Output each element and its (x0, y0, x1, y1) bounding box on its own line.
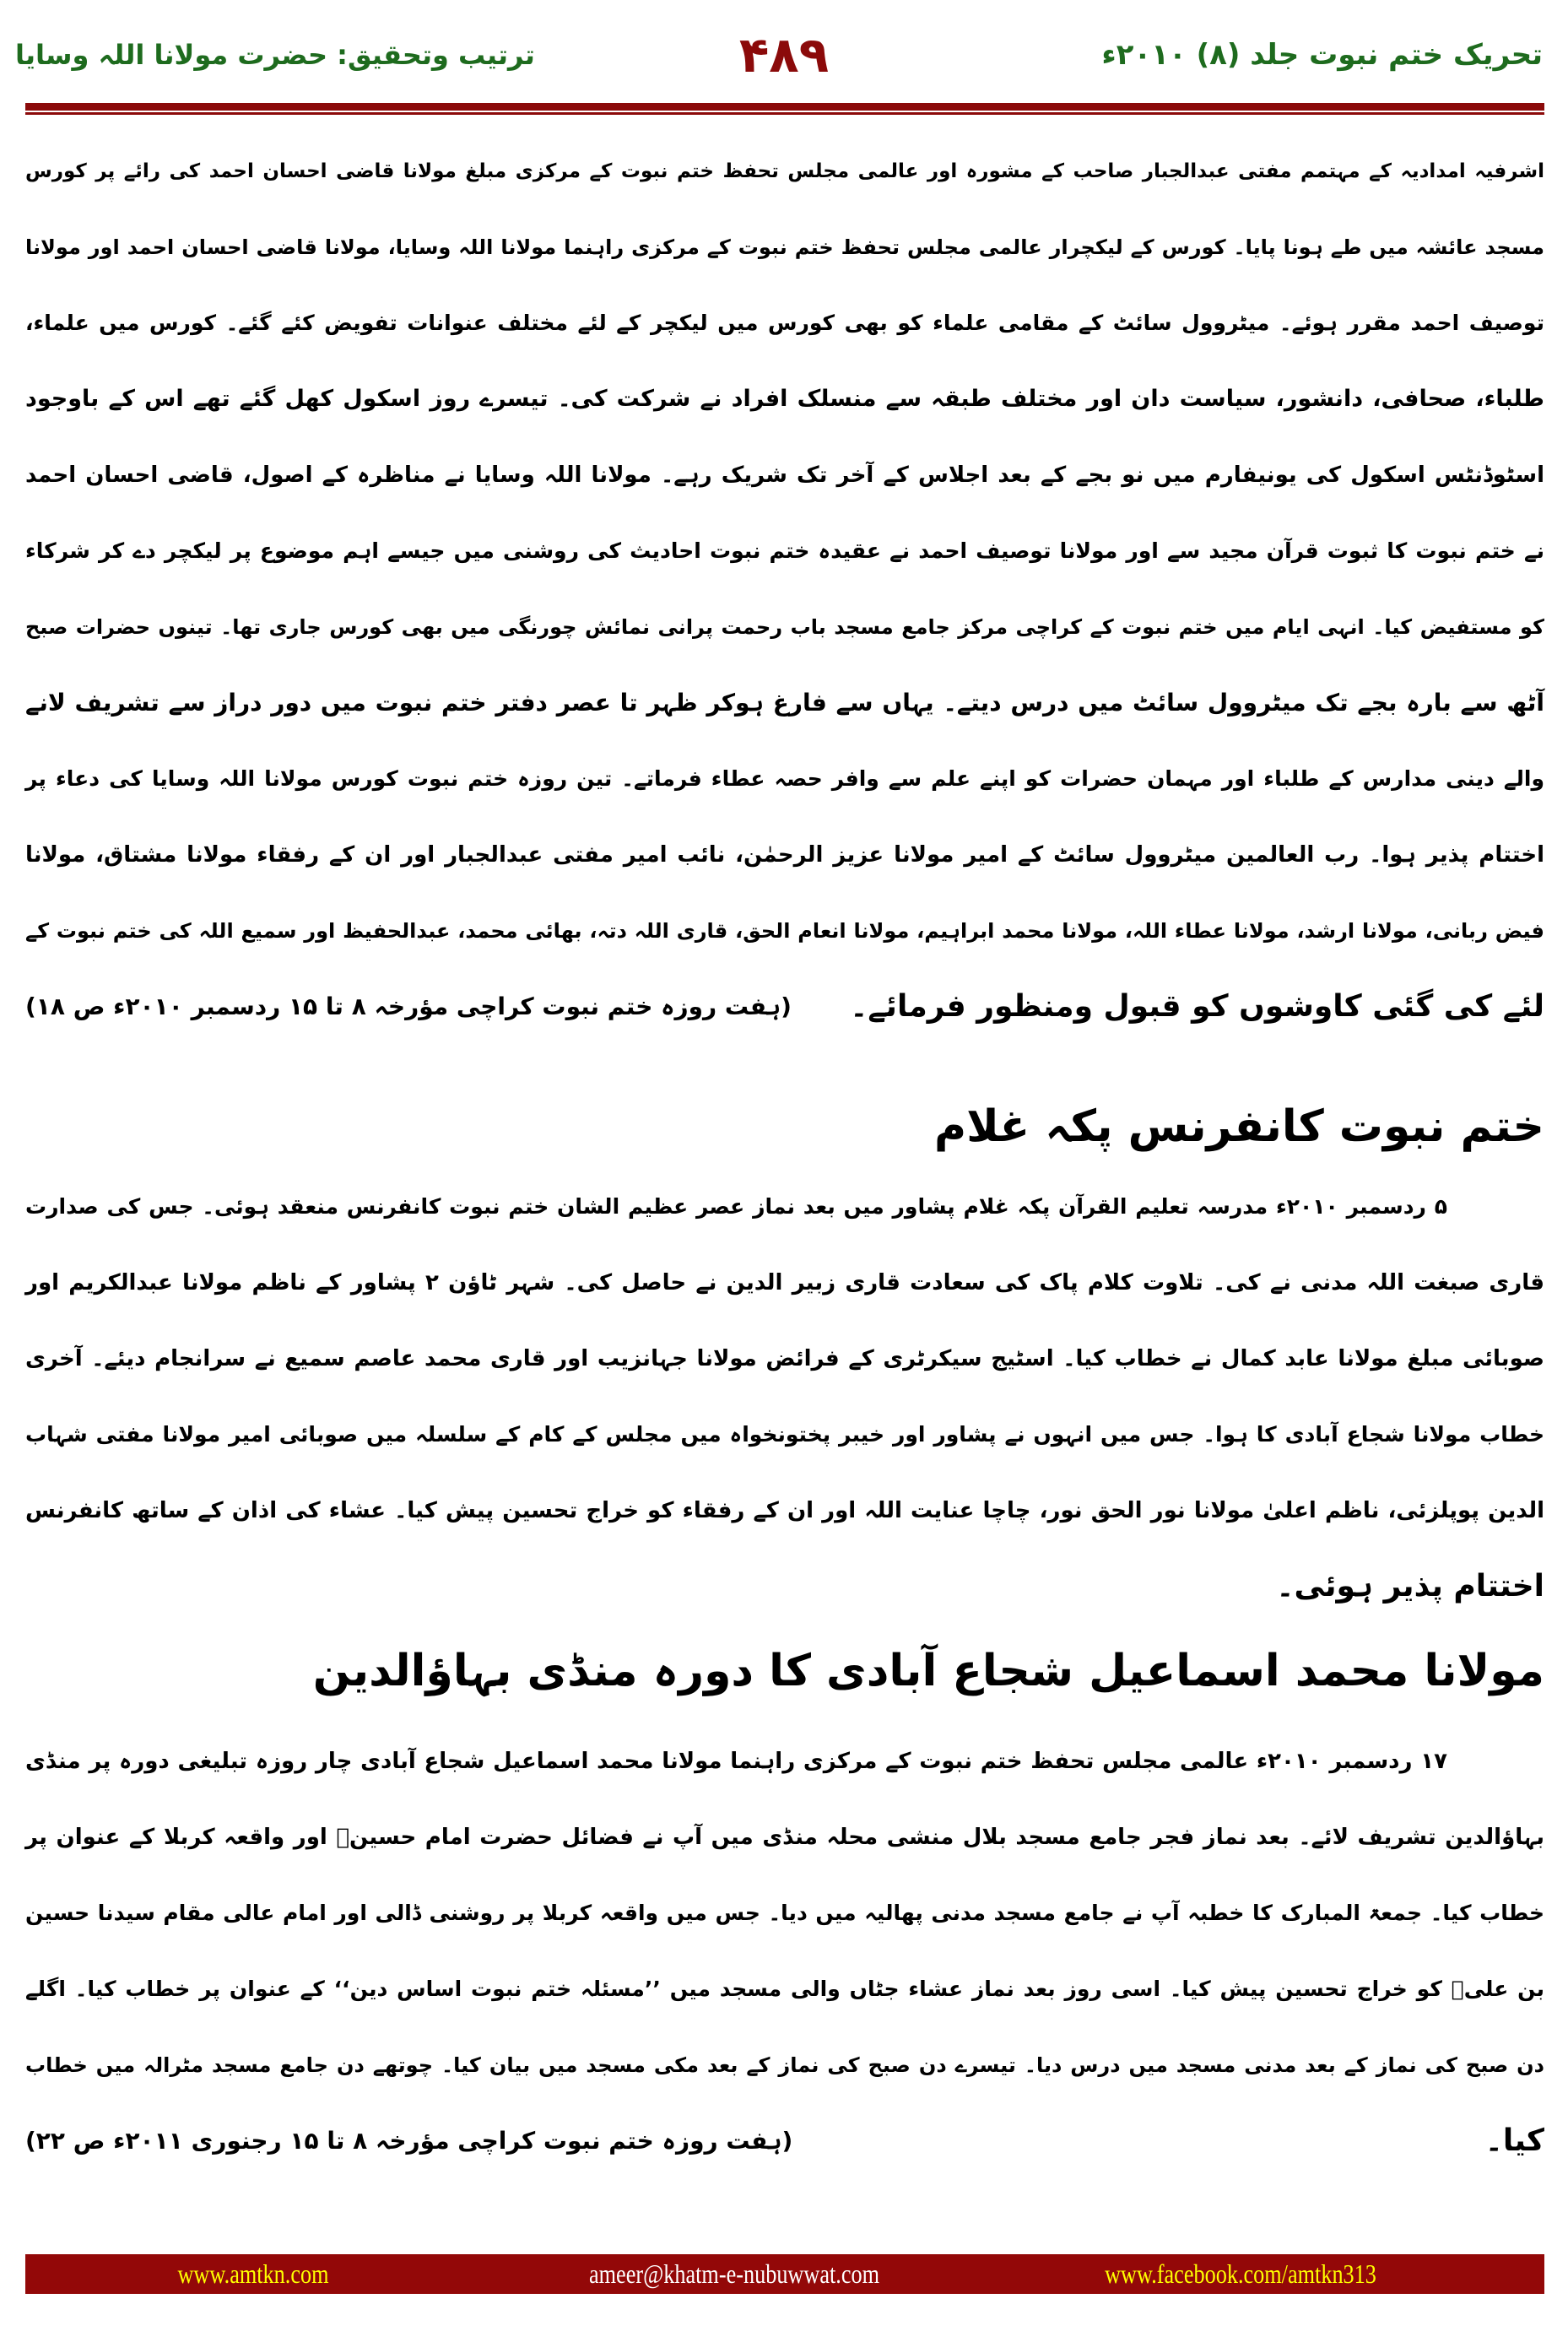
section-heading: ختم نبوت کانفرنس پکہ غلام (934, 1101, 1544, 1152)
text-line: صوبائی مبلغ مولانا عابد کمال نے خطاب کیا۔ اسٹیج سیکرٹری کے فرائض مولانا جہانزیب اور قاری محمد عاصم سمیع نے سرانجام دیئے۔ آخری (25, 1346, 1544, 1371)
text-line: اختتام پذیر ہوا۔ رب العالمین میٹروول سائٹ کے امیر مولانا عزیز الرحمٰن، نائب امیر مفتی عبدالجبار اور ان کے رفقاء مولانا مشتاق، مولانا (25, 842, 1544, 868)
text-line: اختتام پذیر ہوئی۔ (1276, 1569, 1544, 1604)
header-rule (25, 103, 1544, 111)
text-line: ۵ ردسمبر ۲۰۱۰ء مدرسہ تعلیم القرآن پکہ غلام پشاور میں بعد نماز عصر عظیم الشان ختم نبوت کانفرنس منعقد ہوئی۔ جس کی صدارت (25, 1194, 1447, 1219)
facebook-link[interactable]: www.facebook.com/amtkn313 (1105, 2258, 1376, 2289)
text-line: توصیف احمد مقرر ہوئے۔ میٹروول سائٹ کے مقامی علماء کو بھی کورس میں لیکچر کے لئے مختلف عنوانات تفویض کئے گئے۔ کورس میں علماء، (25, 311, 1544, 335)
text-line: بہاؤالدین تشریف لائے۔ بعد نماز فجر جامع مسجد بلال منشی محلہ منڈی میں آپ نے فضائل حضرت امام حسینؓ اور واقعہ کربلا کے عنوان پر (25, 1825, 1544, 1850)
closing-line (25, 2103, 1544, 2179)
header-rule-thin (25, 112, 1544, 115)
text-line: فیض ربانی، مولانا ارشد، مولانا عطاء اللہ، مولانا محمد ابراہیم، مولانا انعام الحق، قاری اللہ دتہ، بھائی محمد، عبدالحفیظ اور سمیع اللہ کی ختم نبوت کے (25, 919, 1544, 943)
section-heading: مولانا محمد اسماعیل شجاع آبادی کا دورہ منڈی بہاؤالدین (312, 1646, 1544, 1696)
text-line: دن صبح کی نماز کے بعد مدنی مسجد میں درس دیا۔ تیسرے دن صبح کی نماز کے بعد مکی مسجد میں بیان کیا۔ چوتھے دن جامع مسجد مٹرالہ میں خطاب (25, 2053, 1544, 2077)
text-line: الدین پوپلزئی، ناظم اعلیٰ مولانا نور الحق نور، چاچا عنایت اللہ اور ان کے رفقاء کو خراج تحسین پیش کیا۔ عشاء کی اذان کے ساتھ کانفرنس (25, 1498, 1544, 1523)
footer-bar (25, 2254, 1544, 2294)
compiler-credit: ترتیب وتحقیق: حضرت مولانا اللہ وسایا (15, 39, 535, 71)
citation: (ہفت روزہ ختم نبوت کراچی مؤرخہ ۸ تا ۱۵ ردسمبر ۲۰۱۰ء ص ۱۸) (25, 993, 792, 1020)
citation: (ہفت روزہ ختم نبوت کراچی مؤرخہ ۸ تا ۱۵ رجنوری ۲۰۱۱ء ص ۲۲) (25, 2127, 793, 2155)
text-line: اسٹوڈنٹس اسکول کی یونیفارم میں نو بجے کے بعد اجلاس کے آخر تک شریک رہے۔ مولانا اللہ وسایا نے مناظرہ کے اصول، قاضی احسان احمد (25, 462, 1544, 488)
paragraph-metroville-course (25, 133, 1544, 1045)
text-line: کیا۔ (1484, 2123, 1544, 2158)
text-line: قاری صبغت اللہ مدنی نے کی۔ تلاوت کلام پاک کی سعادت قاری زبیر الدین نے حاصل کی۔ شہر ٹاؤن ۲ پشاور کے ناظم مولانا عبدالکریم اور (25, 1270, 1544, 1295)
section-conference-pakka-ghulam (25, 1089, 1544, 1625)
text-line: آٹھ سے بارہ بجے تک میٹروول سائٹ میں درس دیتے۔ یہاں سے فارغ ہوکر ظہر تا عصر دفتر ختم نبوت میں دور دراز سے تشریف لانے (25, 689, 1544, 717)
text-line: ۱۷ ردسمبر ۲۰۱۰ء عالمی مجلس تحفظ ختم نبوت کے مرکزی راہنما مولانا محمد اسماعیل شجاع آبادی چار روزہ تبلیغی دورہ پر منڈی (25, 1749, 1447, 1774)
section-mandi-bahauddin-tour (25, 1633, 1544, 2179)
text-line: خطاب مولانا شجاع آبادی کا ہوا۔ جس میں انہوں نے پشاور اور خیبر پختونخواہ میں مجلس کے کام کے سلسلہ میں صوبائی امیر مولانا مفتی شہاب (25, 1422, 1544, 1447)
page-number: ۴۸۹ (738, 26, 830, 84)
text-line: نے ختم نبوت کا ثبوت قرآن مجید سے اور مولانا توصیف احمد نے عقیدہ ختم نبوت احادیث کی روشنی میں جیسے اہم موضوع پر لیکچر دے کر شرکاء (25, 538, 1544, 563)
text-line: اشرفیہ امدادیہ کے مہتمم مفتی عبدالجبار صاحب کے مشورہ اور عالمی مجلس تحفظ ختم نبوت کے مرکزی مبلغ مولانا قاضی احسان احمد کی رائے پر کورس (25, 160, 1544, 182)
text-line: خطاب کیا۔ جمعۃ المبارک کا خطبہ آپ نے جامع مسجد مدنی پھالیہ میں دیا۔ جس میں واقعہ کربلا پر روشنی ڈالی اور امام عالی مقام سیدنا حسین (25, 1901, 1544, 1925)
closing-line (25, 969, 1544, 1045)
website-link[interactable]: www.amtkn.com (177, 2258, 329, 2289)
text-line: لئے کی گئی کاوشوں کو قبول ومنظور فرمائے۔ (850, 989, 1544, 1024)
text-line: والے دینی مدارس کے طلباء اور مہمان حضرات کو اپنے علم سے وافر حصہ عطاء فرماتے۔ تین روزہ ختم نبوت کورس مولانا اللہ وسایا کی دعاء پر (25, 766, 1544, 791)
email-link[interactable]: ameer@khatm-e-nubuwwat.com (588, 2258, 880, 2289)
text-line: بن علیؓ کو خراج تحسین پیش کیا۔ اسی روز بعد نماز عشاء جٹاں والی مسجد میں ’’مسئلہ ختم نبوت اساس دین‘‘ کے عنوان پر خطاب کیا۔ اگلے (25, 1977, 1544, 2001)
text-line: کو مستفیض کیا۔ انہی ایام میں ختم نبوت کے کراچی مرکز جامع مسجد باب رحمت پرانی نمائش چورنگی میں بھی کورس جاری تھا۔ تینوں حضرات صبح (25, 615, 1544, 639)
book-title: تحریک ختم نبوت جلد (۸) ۲۰۱۰ء (1101, 38, 1543, 72)
text-line: مسجد عائشہ میں طے ہونا پایا۔ کورس کے لیکچرار عالمی مجلس تحفظ ختم نبوت کے مرکزی راہنما مولانا اللہ وسایا، مولانا قاضی احسان احمد اور مولانا (25, 235, 1544, 259)
text-line: طلباء، صحافی، دانشور، سیاست دان اور مختلف طبقہ سے منسلک افراد نے شرکت کی۔ تیسرے روز اسکول کھل گئے تھے اس کے باوجود (25, 386, 1544, 412)
